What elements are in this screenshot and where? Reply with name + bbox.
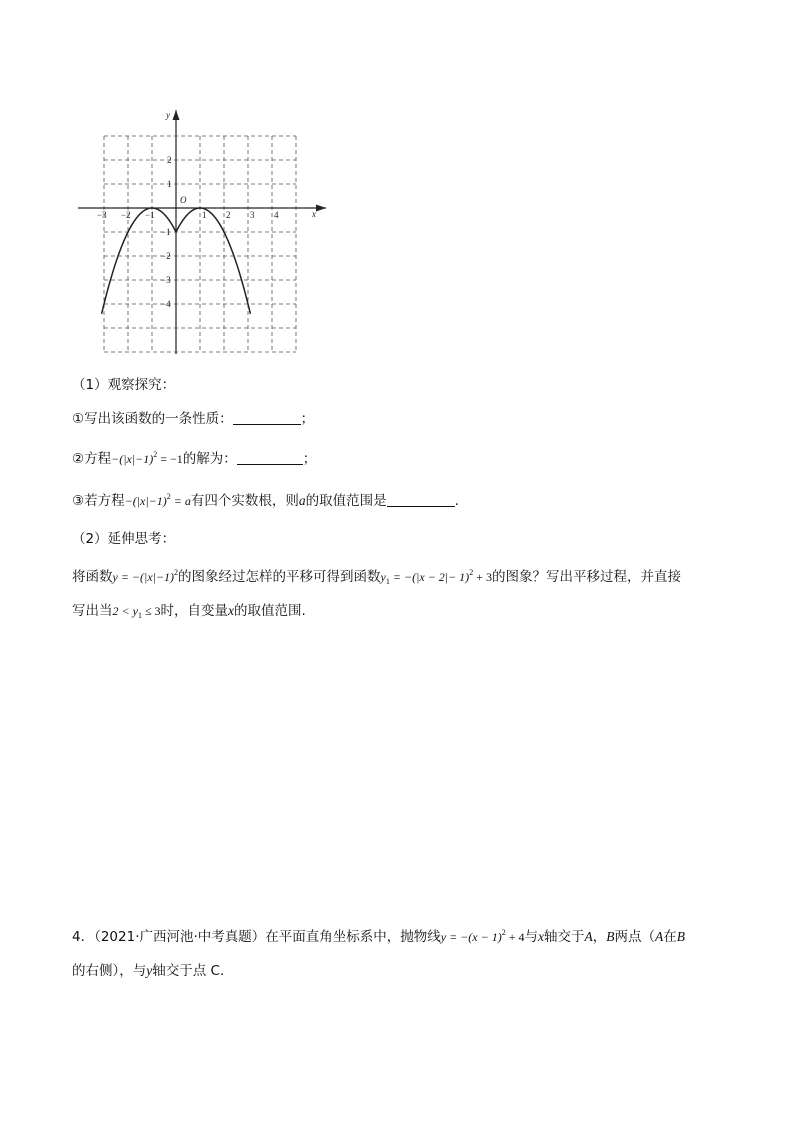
x-tick-label: −3: [97, 210, 107, 220]
q1-answer-blank[interactable]: [233, 411, 301, 425]
p4-text-b: 与: [524, 929, 538, 945]
p2-text-a: 将函数: [72, 569, 113, 585]
x-axis-arrow: [316, 205, 326, 212]
part2-line-1: [72, 564, 681, 591]
y-tick-label: −4: [161, 299, 171, 309]
p4-comma: ，: [592, 929, 607, 945]
x-tick-label: 3: [250, 210, 255, 220]
grid-lines: [104, 136, 296, 352]
p4-text-f: 的右侧），与: [72, 963, 147, 979]
x-tick-label: 4: [274, 210, 279, 220]
p2-text-c: 的图象？写出平移过程，并直接: [491, 569, 681, 585]
y-tick-label: −1: [161, 227, 171, 237]
p2-text-b: 的图象经过怎样的平移可得到函数: [178, 569, 381, 585]
q3-answer-blank[interactable]: [387, 493, 455, 507]
y-tick-label: 1: [167, 179, 172, 189]
part1-heading: （1）观察探究：: [72, 377, 176, 393]
q2-answer-blank[interactable]: [237, 451, 303, 465]
p4-point-b: B: [606, 929, 615, 944]
q3-end: .: [454, 493, 459, 509]
q3-mid: 有四个实数根，则: [190, 493, 299, 509]
problem4-line-2: [72, 962, 224, 980]
q1-text: ①写出该函数的一条性质：: [72, 411, 233, 427]
y-tick-label: 2: [167, 155, 172, 165]
x-tick-label: −2: [121, 210, 131, 220]
p2-text-f: 的取值范围.: [234, 603, 306, 619]
origin-label: O: [180, 195, 187, 205]
x-axis-label: x: [312, 209, 316, 219]
y-axis-label: y: [166, 110, 170, 120]
p2-equation-1: $y = -(|x|-1)^2$: [112, 568, 179, 584]
p4-var-y: y: [146, 963, 153, 978]
q2-tail: 的解为：: [182, 451, 237, 467]
p4-var-x: x: [538, 929, 544, 944]
q1-end: ；: [300, 411, 315, 427]
y-tick-label: −3: [161, 275, 171, 285]
p4-point-a2: A: [655, 929, 664, 944]
y-tick-label: −2: [161, 251, 171, 261]
p4-text-g: 轴交于点 C.: [152, 963, 225, 979]
p2-text-e: 时，自变量: [160, 603, 229, 619]
q3-equation: $-(|x|-1)^2 = a$: [124, 492, 191, 508]
problem4-line-1: [72, 924, 685, 946]
p4-text-c: 轴交于: [544, 929, 585, 945]
x-tick-label: 2: [226, 210, 231, 220]
part1-question-3: [72, 488, 459, 510]
p4-text-a: 4．（2021·广西河池·中考真题）在平面直角坐标系中，抛物线: [72, 929, 441, 945]
q3-tail: 的取值范围是: [305, 493, 387, 509]
p2-inequality: $2 < y_1 \le 3$: [112, 604, 161, 620]
part1-question-1: [72, 410, 314, 428]
q2-end: ；: [302, 451, 317, 467]
part1-question-2: [72, 446, 316, 468]
part2-line-2: [72, 602, 306, 625]
q3-var: a: [298, 493, 306, 508]
q2-equation: $-(|x|-1)^2 = -1$: [111, 450, 183, 466]
x-tick-label: −1: [145, 210, 155, 220]
p4-text-e: 在: [663, 929, 677, 945]
function-graph: [70, 100, 330, 362]
p2-text-d: 写出当: [72, 603, 113, 619]
p2-equation-2: $y_1 = -(|x - 2|- 1)^2 + 3$: [380, 568, 492, 586]
p4-text-d: 两点（: [614, 929, 655, 945]
p4-point-b2: B: [676, 929, 685, 944]
p4-equation: $y = -(x - 1)^2 + 4$: [440, 928, 525, 944]
q2-text: ②方程: [72, 451, 112, 467]
part2-heading: （2）延伸思考：: [72, 531, 176, 547]
y-axis-arrow: [173, 110, 180, 120]
p4-point-a: A: [584, 929, 593, 944]
x-tick-label: 1: [202, 210, 207, 220]
p2-var-x: x: [228, 603, 235, 618]
q3-text: ③若方程: [72, 493, 125, 509]
